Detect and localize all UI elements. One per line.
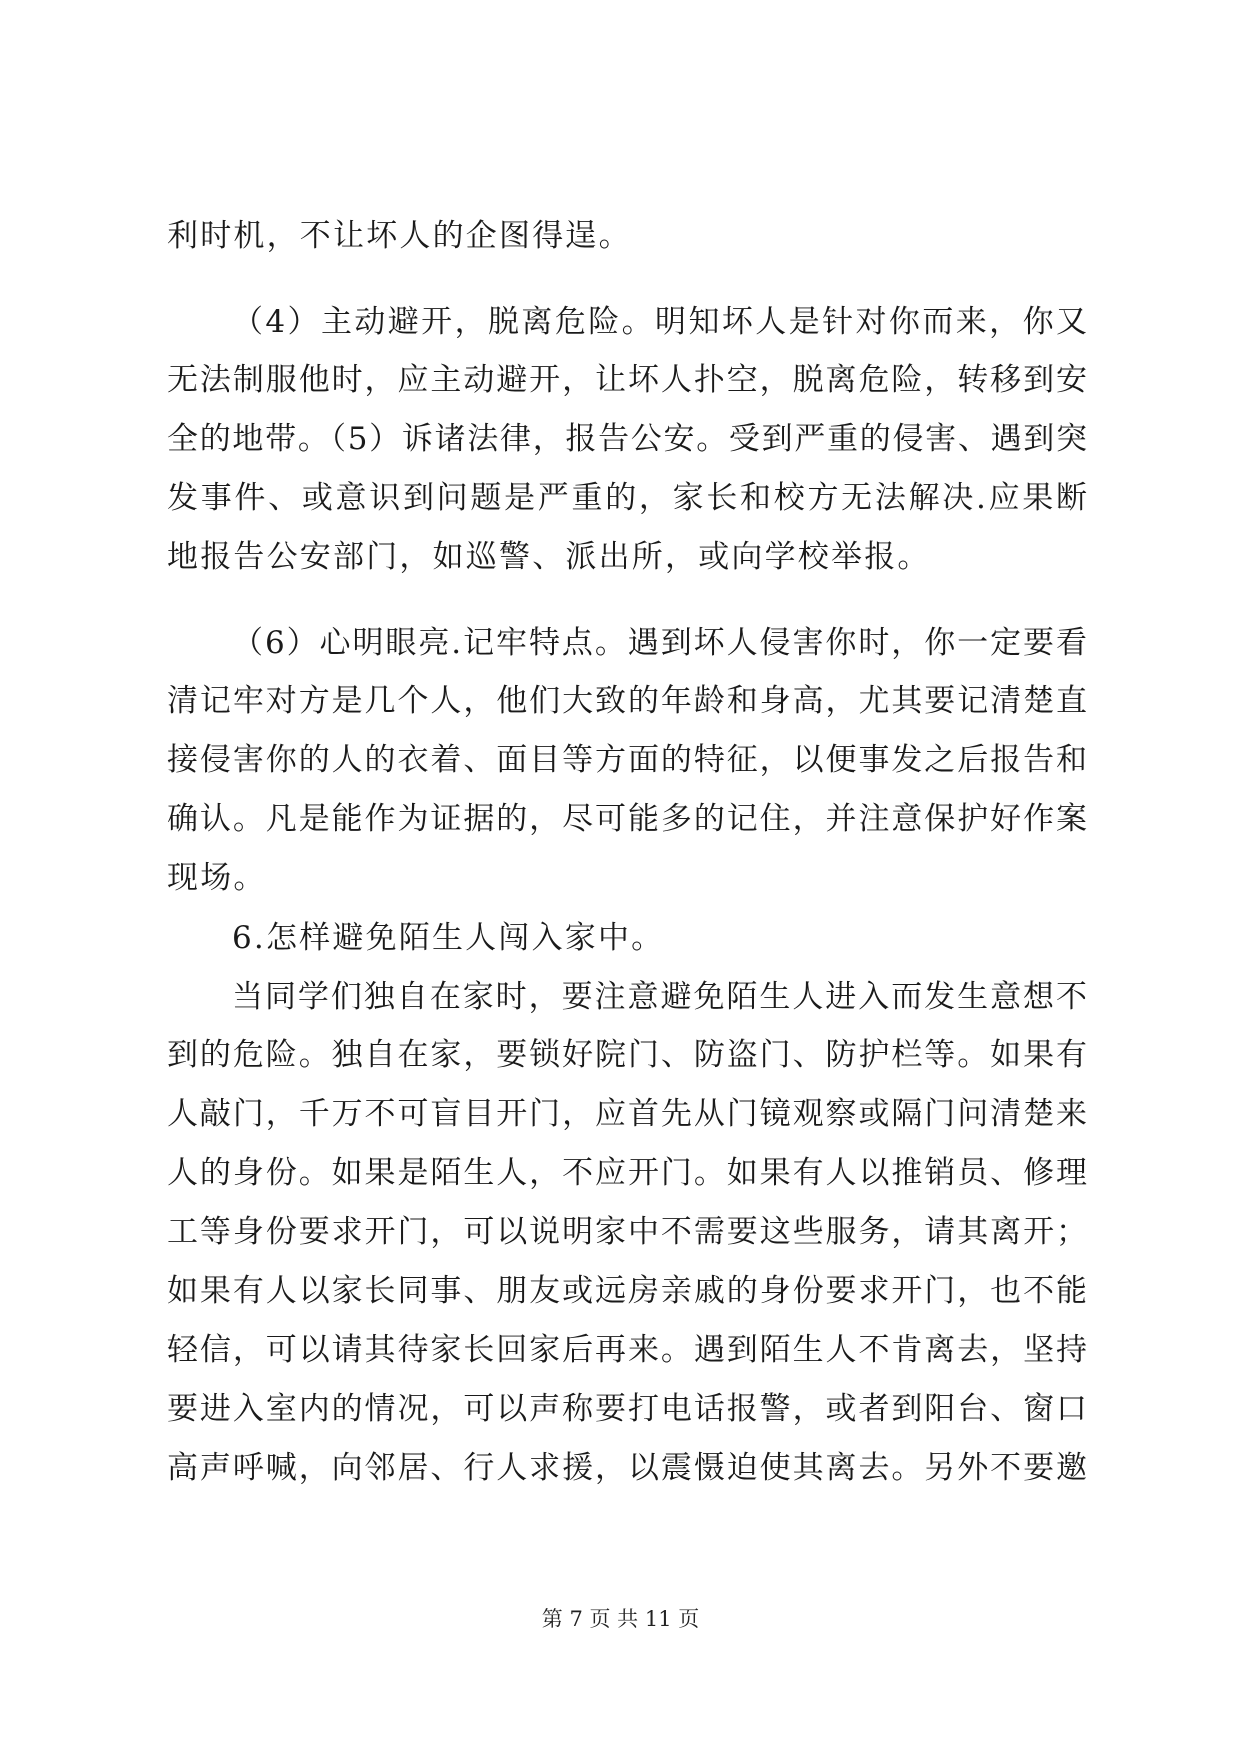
text-line-2: （4）主动避开，脱离危险。明知坏人是针对你而来，你又 (232, 304, 1087, 340)
text-line-16: 人的身份。如果是陌生人，不应开门。如果有人以推销员、修理 (167, 1155, 1087, 1191)
text-line-6: 地报告公安部门，如巡警、派出所，或向学校举报。 (167, 539, 931, 575)
text-line-9: 接侵害你的人的衣着、面目等方面的特征，以便事发之后报告和 (167, 742, 1087, 778)
text-line-13: 当同学们独自在家时，要注意避免陌生人进入而发生意想不 (232, 979, 1087, 1015)
text-line-17: 工等身份要求开门，可以说明家中不需要这些服务，请其离开； (167, 1214, 1087, 1250)
text-line-4: 全的地带。（5）诉诸法律，报告公安。受到严重的侵害、遇到突 (167, 421, 1087, 457)
text-line-21: 高声呼喊，向邻居、行人求援，以震慑迫使其离去。另外不要邀 (167, 1450, 1087, 1486)
page-number-footer: 第 7 页 共 11 页 (541, 1607, 700, 1631)
section-heading: 6.怎样避免陌生人闯入家中。 (232, 920, 665, 956)
text-line-8: 清记牢对方是几个人，他们大致的年龄和身高，尤其要记清楚直 (167, 683, 1087, 719)
text-line-5: 发事件、或意识到问题是严重的，家长和校方无法解决.应果断 (167, 480, 1087, 516)
text-line-15: 人敲门，千万不可盲目开门，应首先从门镜观察或隔门问清楚来 (167, 1096, 1087, 1132)
text-line-11: 现场。 (167, 860, 267, 896)
text-line-19: 轻信，可以请其待家长回家后再来。遇到陌生人不肯离去，坚持 (167, 1332, 1087, 1368)
text-line-14: 到的危险。独自在家，要锁好院门、防盗门、防护栏等。如果有 (167, 1037, 1087, 1073)
text-line-1: 利时机，不让坏人的企图得逞。 (167, 218, 632, 254)
text-line-10: 确认。凡是能作为证据的，尽可能多的记住，并注意保护好作案 (167, 801, 1087, 837)
text-line-20: 要进入室内的情况，可以声称要打电话报警，或者到阳台、窗口 (167, 1391, 1087, 1427)
text-line-3: 无法制服他时，应主动避开，让坏人扑空，脱离危险，转移到安 (167, 362, 1087, 398)
text-line-7: （6）心明眼亮.记牢特点。遇到坏人侵害你时，你一定要看 (232, 625, 1087, 661)
text-line-18: 如果有人以家长同事、朋友或远房亲戚的身份要求开门，也不能 (167, 1273, 1087, 1309)
